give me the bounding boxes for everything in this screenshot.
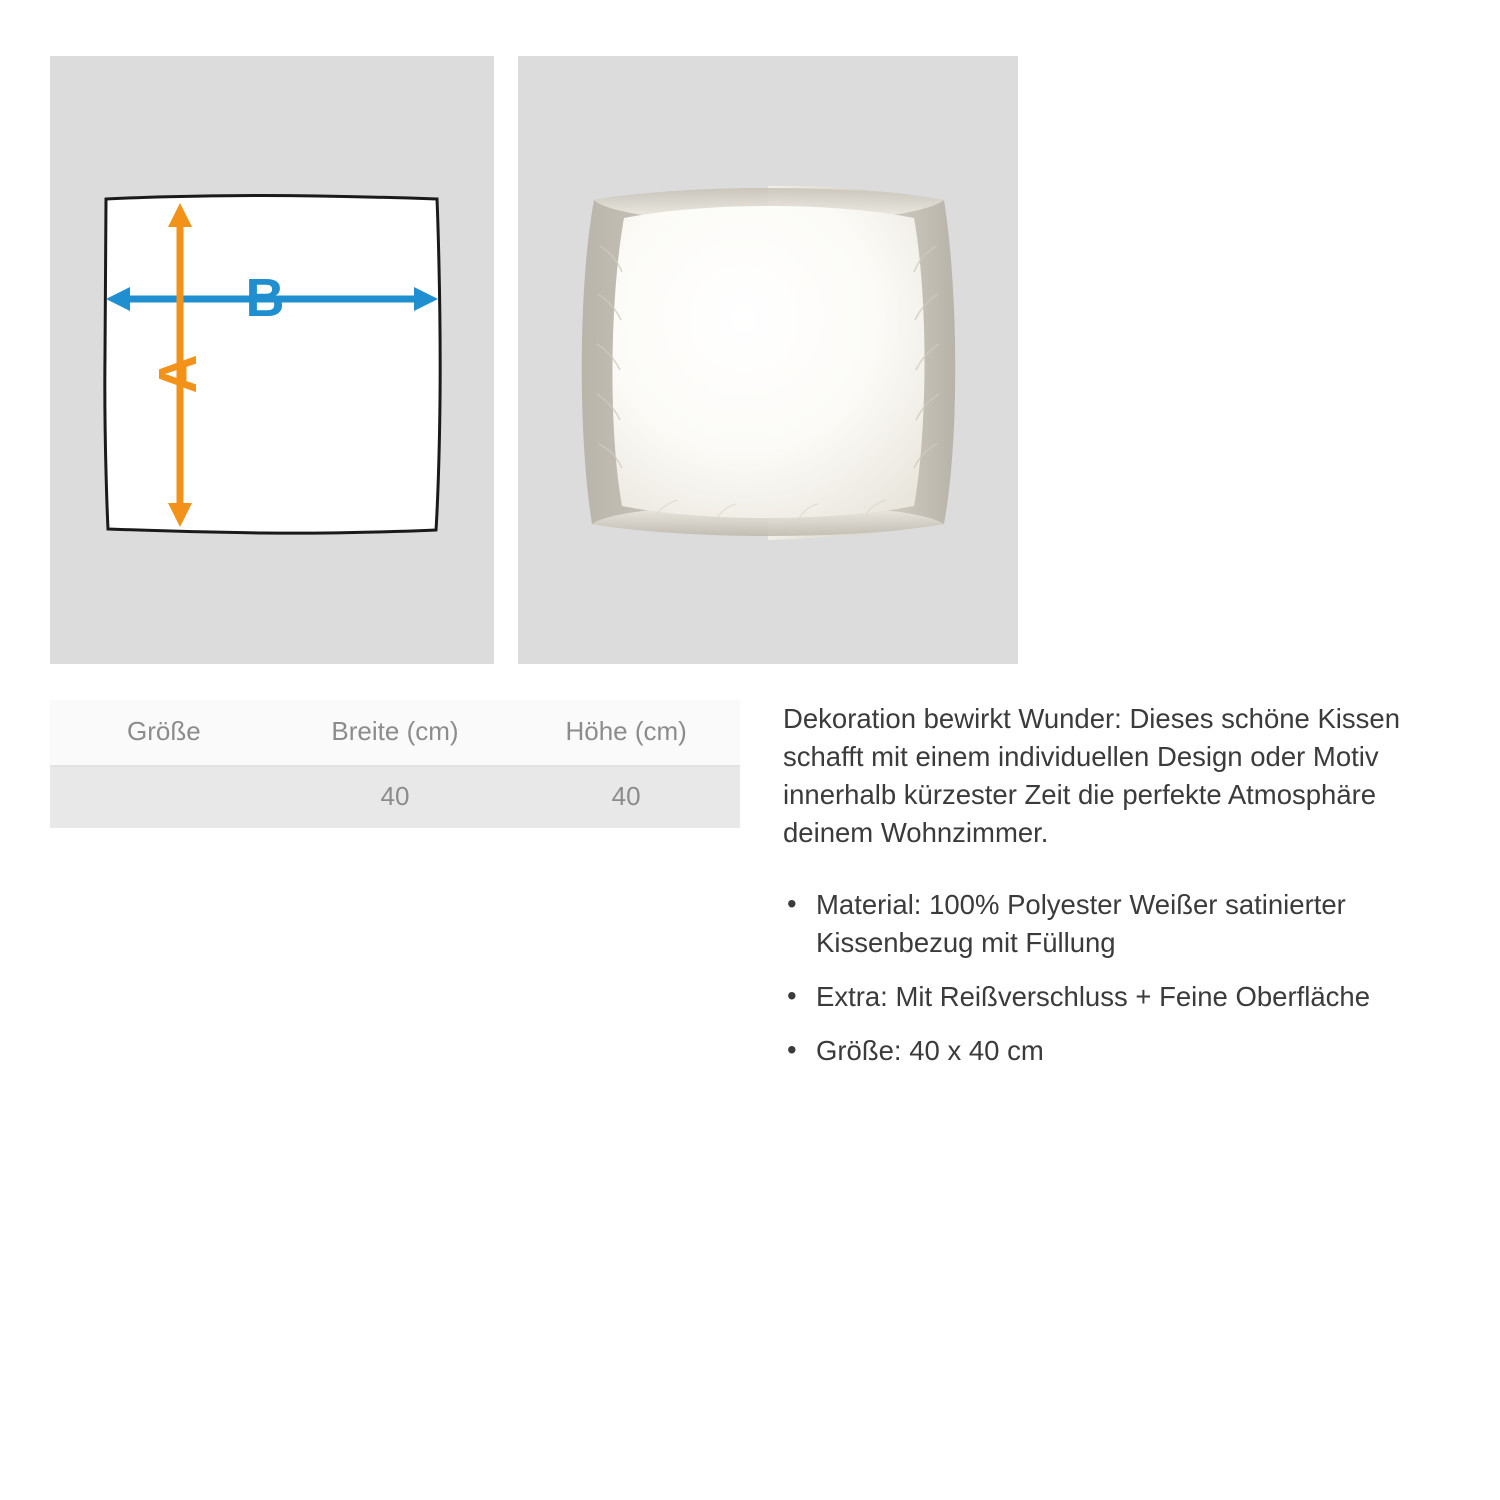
dimension-diagram [50, 56, 494, 664]
description-intro: Dekoration bewirkt Wunder: Dieses schöne Kissen schafft mit einem individuellen Design oder Motiv innerhalb kürzester Zeit die perfekte Atmosphäre deinem Wohnzimmer. [783, 703, 1401, 848]
bullet-material: • Material: 100% Polyester Weißer satinierter Kissenbezug mit Füllung [783, 886, 1453, 962]
product-description [783, 700, 1453, 1086]
description-bullets [783, 886, 1453, 1070]
label-b: B [245, 268, 285, 328]
column-header-width: Breite (cm) [278, 700, 513, 766]
bullet-extra: • Extra: Mit Reißverschluss + Feine Oberfläche [783, 978, 1453, 1016]
size-table [50, 700, 740, 828]
column-header-height: Höhe (cm) [512, 700, 740, 766]
product-photo-panel [518, 56, 1018, 664]
dimension-diagram-panel [50, 56, 494, 664]
label-a: A [148, 354, 208, 394]
table-header-row [50, 700, 740, 766]
table-row [50, 766, 740, 828]
cell-size [50, 766, 278, 828]
cell-width: 40 [278, 766, 513, 828]
column-header-size: Größe [50, 700, 278, 766]
pillow-photo-svg [566, 176, 970, 548]
cell-height: 40 [512, 766, 740, 828]
pillow-photo [566, 176, 970, 548]
bullet-size: • Größe: 40 x 40 cm [783, 1032, 1453, 1070]
